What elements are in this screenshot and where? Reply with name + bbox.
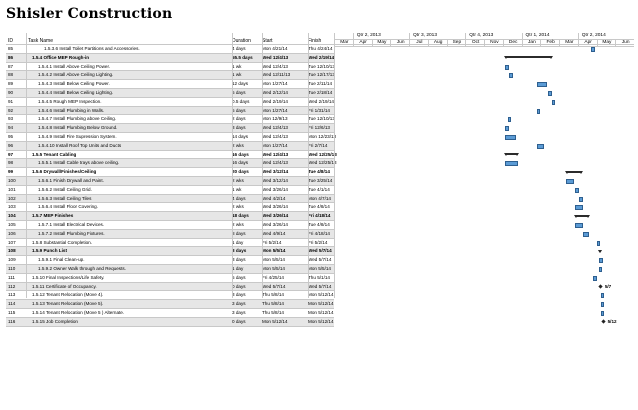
- month-label: May: [372, 40, 392, 46]
- task-name: 1.5.4 Office MEP Rough-in: [32, 54, 90, 60]
- task-finish: Fri 4/18/14: [308, 230, 330, 236]
- task-start: Wed 3/26/14: [262, 221, 288, 227]
- task-id: 87: [8, 63, 14, 69]
- task-finish: Tue 2/11/14: [308, 81, 333, 87]
- task-duration: 0 days: [232, 318, 246, 324]
- task-row[interactable]: [6, 221, 334, 230]
- task-duration: 2 days: [232, 116, 246, 122]
- task-duration: 1 day: [232, 265, 244, 271]
- task-row[interactable]: [6, 45, 334, 54]
- task-finish: Tue 4/8/14: [308, 169, 330, 175]
- task-finish: Tue 4/8/14: [308, 221, 330, 227]
- column-header-task-name[interactable]: Task Name: [28, 38, 54, 44]
- task-bar[interactable]: [552, 100, 555, 105]
- summary-bar[interactable]: [566, 171, 582, 173]
- task-id: 90: [8, 89, 14, 95]
- task-row[interactable]: [6, 168, 334, 177]
- task-id: 97: [8, 151, 14, 157]
- task-bar[interactable]: [583, 232, 589, 237]
- task-row[interactable]: [6, 247, 334, 256]
- task-bar[interactable]: [566, 179, 574, 184]
- task-bar[interactable]: [601, 302, 604, 307]
- task-bar[interactable]: [505, 126, 509, 131]
- task-row[interactable]: [6, 309, 334, 318]
- task-id: 104: [8, 213, 16, 219]
- task-start: Wed 12/4/13: [262, 133, 288, 139]
- task-row[interactable]: [6, 256, 334, 265]
- task-finish: Tue 4/1/14: [308, 186, 330, 192]
- task-row[interactable]: [6, 203, 334, 212]
- task-duration: 3 days: [232, 292, 246, 298]
- task-duration: 2 wks: [232, 177, 244, 183]
- task-bar[interactable]: [597, 241, 600, 246]
- task-row[interactable]: [6, 265, 334, 274]
- task-start: Wed 3/26/14: [262, 186, 288, 192]
- task-name: 1.5.13 Tenant Relocation (Move 5).: [32, 301, 104, 307]
- task-id: 113: [8, 292, 16, 298]
- task-start: Wed 4/2/14: [262, 195, 286, 201]
- task-id: 101: [8, 186, 16, 192]
- task-bar[interactable]: [537, 82, 547, 87]
- task-bar[interactable]: [593, 276, 597, 281]
- task-id: 93: [8, 116, 14, 122]
- milestone-marker[interactable]: [599, 284, 603, 288]
- task-id: 107: [8, 239, 16, 245]
- task-row[interactable]: [6, 239, 334, 248]
- column-header-finish[interactable]: Finish: [308, 38, 322, 44]
- task-bar[interactable]: [505, 65, 509, 70]
- task-bar[interactable]: [508, 117, 511, 122]
- column-divider: [334, 33, 335, 298]
- task-duration: 3 days: [232, 125, 246, 131]
- task-start: Fri 5/2/14: [262, 239, 282, 245]
- task-duration: 14 days: [232, 133, 249, 139]
- month-label: Nov: [484, 40, 504, 46]
- quarter-label: Qtr 3, 2013: [409, 33, 465, 39]
- quarter-label: Qtr 2, 2014: [578, 33, 634, 39]
- task-finish: Wed 5/7/14: [308, 283, 332, 289]
- task-name: 1.5.8 Substantial Completion.: [32, 239, 93, 245]
- task-bar[interactable]: [601, 293, 604, 298]
- task-name: 1.5.7.2 Install Plumbing Fixtures.: [38, 230, 105, 236]
- task-row[interactable]: [6, 133, 337, 142]
- gantt-chart: [334, 33, 634, 324]
- task-row[interactable]: [6, 124, 334, 133]
- task-id: 114: [8, 301, 16, 307]
- month-label: Jan: [522, 40, 542, 46]
- task-finish: Tue 3/25/14: [308, 177, 333, 183]
- task-start: Mon 5/5/14: [262, 248, 286, 254]
- column-header-duration[interactable]: Duration: [232, 38, 251, 44]
- task-finish: Wed 2/19/14: [308, 98, 334, 104]
- task-finish: Mon 5/12/14: [308, 301, 334, 307]
- task-row[interactable]: [6, 115, 334, 124]
- column-divider: [262, 33, 263, 298]
- task-start: Wed 3/26/14: [262, 213, 289, 219]
- task-finish: Tue 12/10/13: [308, 116, 335, 122]
- task-start: Thu 5/8/14: [262, 301, 284, 307]
- task-name: 1.5.4.6 Install Plumbing in Walls.: [38, 107, 105, 113]
- task-start: Wed 12/4/13: [262, 151, 289, 157]
- task-bar[interactable]: [505, 135, 517, 140]
- task-start: Fri 4/25/14: [262, 274, 284, 280]
- task-duration: 3 days: [232, 257, 246, 263]
- task-finish: Mon 5/12/14: [308, 309, 334, 315]
- month-label: Aug: [428, 40, 448, 46]
- task-id: 109: [8, 257, 16, 263]
- task-bar[interactable]: [591, 47, 595, 52]
- summary-bar[interactable]: [505, 153, 518, 155]
- task-row[interactable]: [6, 230, 334, 239]
- task-finish: Fri 2/7/14: [308, 142, 328, 148]
- task-bar[interactable]: [575, 188, 579, 193]
- task-row[interactable]: [6, 142, 334, 151]
- task-start: Wed 2/19/14: [262, 98, 288, 104]
- task-name: 1.5.6.2 Install Ceiling Grid.: [38, 186, 92, 192]
- task-finish: Wed 2/19/14: [308, 54, 335, 60]
- month-label: Mar: [559, 40, 579, 46]
- task-name: 1.5.11 Certificate of Occupancy.: [32, 283, 97, 289]
- task-start: Wed 3/12/14: [262, 169, 289, 175]
- task-finish: Tue 2/18/14: [308, 89, 333, 95]
- task-start: Mon 5/12/14: [262, 318, 288, 324]
- task-id: 105: [8, 221, 16, 227]
- task-bar[interactable]: [575, 223, 583, 228]
- column-header-id[interactable]: ID: [8, 38, 13, 44]
- quarter-label: Qtr 2, 2013: [353, 33, 409, 39]
- summary-bar[interactable]: [599, 250, 601, 252]
- task-start: Wed 2/12/14: [262, 89, 288, 95]
- task-start: Wed 4/9/14: [262, 230, 286, 236]
- task-bar[interactable]: [599, 258, 603, 263]
- task-finish: Mon 4/7/14: [308, 195, 331, 201]
- task-duration: 2 wks: [232, 142, 244, 148]
- task-name: 1.5.9.1 Final Clean-up.: [38, 257, 85, 263]
- task-name: 1.5.12 Tenant Relocation (Move 4).: [32, 292, 104, 298]
- task-finish: Wed 5/7/14: [308, 257, 332, 263]
- month-label: Jun: [390, 40, 410, 46]
- task-row[interactable]: [6, 186, 334, 195]
- task-id: 98: [8, 160, 14, 166]
- task-duration: 20 days: [232, 169, 249, 175]
- task-row[interactable]: [6, 63, 334, 72]
- task-duration: 5 days: [232, 89, 246, 95]
- task-row[interactable]: [6, 159, 337, 168]
- task-duration: 3 days: [232, 248, 247, 254]
- task-id: 106: [8, 230, 16, 236]
- task-id: 85: [8, 46, 14, 51]
- month-label: Jul: [409, 40, 429, 46]
- task-start: Wed 12/4/13: [262, 160, 288, 166]
- task-id: 99: [8, 169, 14, 175]
- milestone-marker[interactable]: [602, 320, 606, 324]
- task-finish: Mon 5/12/14: [308, 292, 334, 298]
- task-name: 1.5.4.4 Install Below Ceiling Lighting.: [38, 89, 114, 95]
- task-finish: Tue 4/8/14: [308, 204, 330, 210]
- task-duration: 3 days: [232, 301, 246, 307]
- task-duration: 1 day: [232, 239, 244, 245]
- task-duration: 4 days: [232, 46, 246, 51]
- milestone-label: 5/7: [604, 283, 612, 289]
- task-name: 1.5.4.9 Install Fire Supression System.: [38, 133, 117, 139]
- task-name: 1.5.6.1 Finish Drywall and Paint.: [38, 177, 104, 183]
- task-id: 108: [8, 248, 16, 254]
- task-name: 1.5.5.1 Install Cable trays above ceiling.: [38, 160, 120, 166]
- summary-bar[interactable]: [575, 215, 589, 217]
- task-finish: Fri 1/31/14: [308, 107, 330, 113]
- task-start: Mon 1/27/14: [262, 142, 288, 148]
- task-bar[interactable]: [509, 73, 513, 78]
- task-bar[interactable]: [548, 91, 552, 96]
- task-name: 1.5.4.8 Install Plumbing Below Ground.: [38, 125, 118, 131]
- task-bar[interactable]: [537, 109, 540, 114]
- task-duration: 1 wk: [232, 63, 242, 69]
- task-start: Wed 12/4/13: [262, 125, 288, 131]
- task-id: 95: [8, 133, 14, 139]
- task-start: Wed 12/4/13: [262, 54, 289, 60]
- task-id: 92: [8, 107, 14, 113]
- task-name: 1.5.4.5 Rough MEP Inspection.: [38, 98, 102, 104]
- project-title: Shisler Construction: [6, 6, 173, 22]
- task-name: 1.5.4.10 Install Roof Top Units and Ducts: [38, 142, 122, 148]
- task-row[interactable]: [6, 71, 334, 80]
- column-divider: [308, 33, 309, 298]
- task-row[interactable]: [6, 80, 334, 89]
- task-bar[interactable]: [599, 267, 602, 272]
- task-duration: 1 wk: [232, 72, 242, 78]
- quarter-label: Qtr 4, 2013: [465, 33, 521, 39]
- task-finish: Fri 5/2/14: [308, 239, 328, 245]
- task-start: Wed 12/11/13: [262, 72, 291, 78]
- task-table: [6, 45, 337, 327]
- task-name: 1.5.6.4 Install Floor Covering.: [38, 204, 99, 210]
- task-duration: 0 days: [232, 283, 246, 289]
- task-row[interactable]: [6, 151, 337, 160]
- task-start: Mon 1/27/14: [262, 81, 288, 87]
- month-label: May: [597, 40, 617, 46]
- task-start: Wed 3/12/14: [262, 177, 288, 183]
- task-id: 111: [8, 274, 15, 280]
- task-duration: 4 days: [232, 195, 246, 201]
- task-duration: 55.5 days: [232, 54, 253, 60]
- task-name: 1.5.4.3 Install Below Ceiling Power.: [38, 81, 110, 87]
- task-start: Mon 4/21/14: [262, 46, 288, 51]
- task-row[interactable]: [6, 212, 334, 221]
- task-start: Wed 5/7/14: [262, 283, 286, 289]
- task-bar[interactable]: [575, 205, 583, 210]
- task-duration: 12 days: [232, 81, 249, 87]
- task-finish: Mon 5/5/14: [308, 265, 331, 271]
- month-label: Mar: [334, 40, 354, 46]
- task-bar[interactable]: [601, 311, 604, 316]
- task-start: Wed 12/4/13: [262, 63, 288, 69]
- task-id: 112: [8, 283, 16, 289]
- month-header-row: [334, 39, 634, 47]
- task-name: 1.5.5 Tenant Cabling: [32, 151, 77, 157]
- task-id: 94: [8, 125, 14, 131]
- task-finish: Tue 12/10/13: [308, 63, 335, 69]
- task-id: 91: [8, 98, 14, 104]
- task-row[interactable]: [6, 274, 334, 283]
- task-name: 1.5.9 Punch List: [32, 248, 67, 254]
- month-label: Apr: [353, 40, 373, 46]
- task-finish: Fri 12/6/13: [308, 125, 330, 131]
- task-bar[interactable]: [505, 161, 518, 166]
- task-name: 1.5.7.1 Install Electrical Devices.: [38, 221, 105, 227]
- task-row[interactable]: [6, 318, 334, 327]
- task-name: 1.5.9.2 Owner Walk through and Requests.: [38, 265, 126, 271]
- task-row[interactable]: [6, 107, 334, 116]
- task-id: 88: [8, 72, 14, 78]
- task-name: 1.5.7 MEP Finishes: [32, 213, 74, 219]
- task-finish: Thu 4/24/14: [308, 46, 333, 51]
- task-finish: Thu 5/1/14: [308, 274, 330, 280]
- task-id: 103: [8, 204, 16, 210]
- month-label: Dec: [503, 40, 523, 46]
- task-id: 96: [8, 142, 14, 148]
- task-id: 102: [8, 195, 16, 201]
- task-name: 1.5.4.1 Install Above Ceiling Power.: [38, 63, 111, 69]
- column-divider: [26, 33, 27, 298]
- task-finish: Mon 5/12/14: [308, 318, 334, 324]
- task-row[interactable]: [6, 291, 334, 300]
- quarter-label: Qtr 1, 2014: [522, 33, 578, 39]
- task-name: 1.5.14 Tenant Relocation (Move 5 ) Alternate.: [32, 309, 125, 315]
- task-start: Mon 1/27/14: [262, 107, 288, 113]
- task-row[interactable]: [6, 195, 334, 204]
- task-start: Mon 12/9/13: [262, 116, 288, 122]
- task-id: 110: [8, 265, 16, 271]
- task-finish: Tue 12/17/13: [308, 72, 335, 78]
- month-label: Apr: [578, 40, 598, 46]
- column-header-start[interactable]: Start: [262, 38, 273, 44]
- task-id: 86: [8, 54, 14, 60]
- task-duration: 2 wks: [232, 204, 244, 210]
- task-name: 1.5.4.2 Install Above Ceiling Lighting.: [38, 72, 114, 78]
- task-bar[interactable]: [537, 144, 544, 149]
- task-duration: 5 days: [232, 107, 246, 113]
- task-finish: Mon 12/23/13: [308, 133, 337, 139]
- task-finish: Wed 12/25/13: [308, 160, 337, 166]
- month-label: Sep: [447, 40, 467, 46]
- task-name: 1.5.4.7 Install Plumbing above Ceiling.: [38, 116, 117, 122]
- task-duration: 5 days: [232, 274, 246, 280]
- task-start: Thu 5/8/14: [262, 309, 284, 315]
- milestone-label: 5/12: [607, 318, 617, 324]
- task-bar[interactable]: [579, 197, 583, 202]
- month-label: Feb: [540, 40, 560, 46]
- task-duration: 1 wk: [232, 186, 242, 192]
- task-id: 89: [8, 81, 14, 87]
- task-id: 115: [8, 309, 16, 315]
- month-label: Jun: [615, 40, 635, 46]
- summary-bar[interactable]: [505, 56, 552, 58]
- task-duration: 8 days: [232, 230, 246, 236]
- task-finish: Wed 12/25/13: [308, 151, 337, 157]
- task-start: Wed 3/26/14: [262, 204, 288, 210]
- month-label: Oct: [465, 40, 485, 46]
- task-name: 1.5.6.3 Install Ceiling Tiles: [38, 195, 92, 201]
- task-name: 1.5.15 Job Completion: [32, 318, 78, 324]
- task-id: 100: [8, 177, 16, 183]
- task-duration: 2 wks: [232, 221, 244, 227]
- task-finish: Wed 5/7/14: [308, 248, 332, 254]
- task-row[interactable]: [6, 177, 334, 186]
- task-id: 116: [8, 318, 16, 324]
- task-duration: 0.5 days: [232, 98, 250, 104]
- task-start: Mon 5/5/14: [262, 265, 285, 271]
- task-row[interactable]: [6, 54, 334, 63]
- task-row[interactable]: [6, 98, 334, 107]
- column-divider: [232, 33, 233, 298]
- task-row[interactable]: [6, 300, 334, 309]
- task-start: Thu 5/8/14: [262, 292, 284, 298]
- task-row[interactable]: [6, 283, 334, 292]
- task-duration: 16 days: [232, 151, 249, 157]
- task-name: 1.5.3.6 Install Toilet Partitions and Accessories.: [44, 46, 140, 51]
- task-duration: 3 days: [232, 309, 246, 315]
- task-duration: 16 days: [232, 160, 249, 166]
- task-row[interactable]: [6, 89, 334, 98]
- task-duration: 18 days: [232, 213, 249, 219]
- task-name: 1.5.10 Final Inspections/Life Safety.: [32, 274, 105, 280]
- task-name: 1.5.6 Drywall/Finishes/Ceiling: [32, 169, 97, 175]
- task-start: Mon 5/5/14: [262, 257, 285, 263]
- task-finish: Fri 4/18/14: [308, 213, 331, 219]
